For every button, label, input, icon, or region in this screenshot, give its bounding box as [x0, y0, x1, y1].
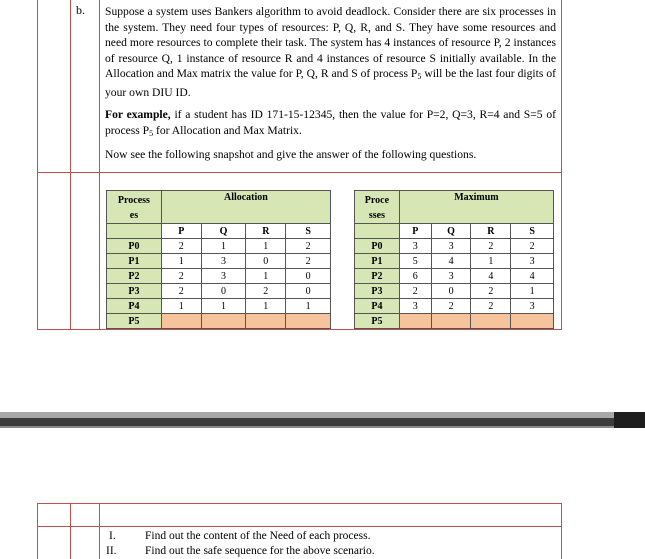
table-cell: 2 [471, 239, 511, 254]
table-row [107, 239, 331, 254]
table-cell [161, 314, 201, 329]
column-divider-1 [70, 503, 71, 559]
table-cell [399, 314, 431, 329]
example-paragraph: For example, if a student has ID 171-15-12345, then the value for P=2, Q=3, R=4 and S=5 of process $P_5$ for Allocation and Max Matrix. [105, 108, 556, 138]
maximum-col-header: Q [431, 224, 471, 239]
instruction-paragraph: Now see the following snapshot and give the answer of the following questions. [105, 148, 477, 161]
table-cell: 3 [431, 269, 471, 284]
table-cell: 0 [286, 284, 331, 299]
process-name: P0 [355, 239, 400, 254]
table-cell: 3 [399, 239, 431, 254]
table-cell: 2 [161, 284, 201, 299]
table-cell: 0 [286, 269, 331, 284]
process-name: P4 [107, 299, 162, 314]
process-name: P5 [355, 314, 400, 329]
process-name: P2 [107, 269, 162, 284]
maximum-col-header: P [399, 224, 431, 239]
table-cell: 2 [161, 269, 201, 284]
process-name: P5 [107, 314, 162, 329]
table-cell: 2 [286, 239, 331, 254]
table-cell: 2 [161, 239, 201, 254]
table-cell: 4 [511, 269, 554, 284]
maximum-table [354, 190, 554, 329]
table-cell: 4 [471, 269, 511, 284]
table-cell: 0 [431, 284, 471, 299]
table-cell: 3 [511, 254, 554, 269]
sub-question-text: Find out the content of the Need of each process. [145, 530, 371, 542]
column-divider-2 [99, 0, 100, 330]
maximum-title: Maximum [399, 191, 553, 224]
table-cell: 1 [246, 299, 286, 314]
table-cell [431, 314, 471, 329]
allocation-col-header: R [246, 224, 286, 239]
table-cell: 3 [431, 239, 471, 254]
table-cell: 6 [399, 269, 431, 284]
sub-question-number: I. [109, 530, 116, 542]
maximum-col-header: S [511, 224, 554, 239]
column-divider-1 [70, 0, 71, 330]
allocation-blank-header [107, 224, 162, 239]
row-divider [37, 172, 562, 173]
maximum-process-header: Proce sses [355, 191, 400, 224]
table-row [355, 314, 554, 329]
table-cell: 1 [246, 239, 286, 254]
row-divider [37, 526, 562, 527]
process-name: P1 [355, 254, 400, 269]
table-cell: 1 [201, 239, 246, 254]
sub-question-text: Find out the safe sequence for the above scenario. [145, 545, 375, 557]
process-name: P2 [355, 269, 400, 284]
maximum-col-header: R [471, 224, 511, 239]
table-row [355, 254, 554, 269]
table-row [107, 299, 331, 314]
page-separator-bottom [0, 426, 645, 428]
table-row [355, 269, 554, 284]
column-divider-2 [99, 503, 100, 559]
table-cell: 1 [511, 284, 554, 299]
table-cell: 2 [286, 254, 331, 269]
allocation-col-header: P [161, 224, 201, 239]
table-cell: 0 [201, 284, 246, 299]
process-name: P3 [355, 284, 400, 299]
allocation-col-header: S [286, 224, 331, 239]
table-cell: 3 [511, 299, 554, 314]
table-cell: 3 [201, 269, 246, 284]
table-cell: 1 [246, 269, 286, 284]
process-name: P3 [107, 284, 162, 299]
table-cell: 2 [431, 299, 471, 314]
allocation-title: Allocation [161, 191, 330, 224]
table-cell: 2 [511, 239, 554, 254]
table-cell [201, 314, 246, 329]
table-row [107, 284, 331, 299]
table-row [107, 314, 331, 329]
table-cell: 1 [201, 299, 246, 314]
table-cell: 3 [201, 254, 246, 269]
table-cell: 1 [471, 254, 511, 269]
table-cell: 5 [399, 254, 431, 269]
sub-question-number: II. [106, 545, 117, 557]
question-label: b. [76, 3, 85, 17]
table-cell: 1 [161, 254, 201, 269]
table-cell: 2 [471, 284, 511, 299]
table-row [355, 299, 554, 314]
page-separator-dark [0, 418, 645, 426]
allocation-col-header: Q [201, 224, 246, 239]
maximum-blank-header [355, 224, 400, 239]
table-cell: 2 [246, 284, 286, 299]
table-row [355, 284, 554, 299]
table-cell: 2 [471, 299, 511, 314]
table-row [107, 269, 331, 284]
process-name: P0 [107, 239, 162, 254]
process-name: P4 [355, 299, 400, 314]
allocation-table [106, 190, 331, 329]
table-row [107, 254, 331, 269]
process-name: P1 [107, 254, 162, 269]
table-cell [471, 314, 511, 329]
table-cell: 1 [286, 299, 331, 314]
table-cell: 0 [246, 254, 286, 269]
table-row [355, 239, 554, 254]
question-paragraph: Suppose a system uses Bankers algorithm to avoid deadlock. Consider there are six processes in the system. They need four types of resources: P, Q, R, and S. They have some resources and need more resources to complete their task. The system has 4 instances of resource P, 2 instances of resource Q, 1 instance of resource R and 4 instances of resource S initially available. In the Allocation and Max matrix the value for P, Q, R and S of process $P_5$ will be the last four digits of your own DIU ID. [105, 5, 556, 99]
table-cell [286, 314, 331, 329]
scrollbar-gutter [614, 412, 645, 428]
table-cell [511, 314, 554, 329]
table-cell: 1 [161, 299, 201, 314]
table-cell [246, 314, 286, 329]
table-cell: 2 [399, 284, 431, 299]
table-cell: 3 [399, 299, 431, 314]
table-cell: 4 [431, 254, 471, 269]
allocation-process-header: Process es [107, 191, 162, 224]
